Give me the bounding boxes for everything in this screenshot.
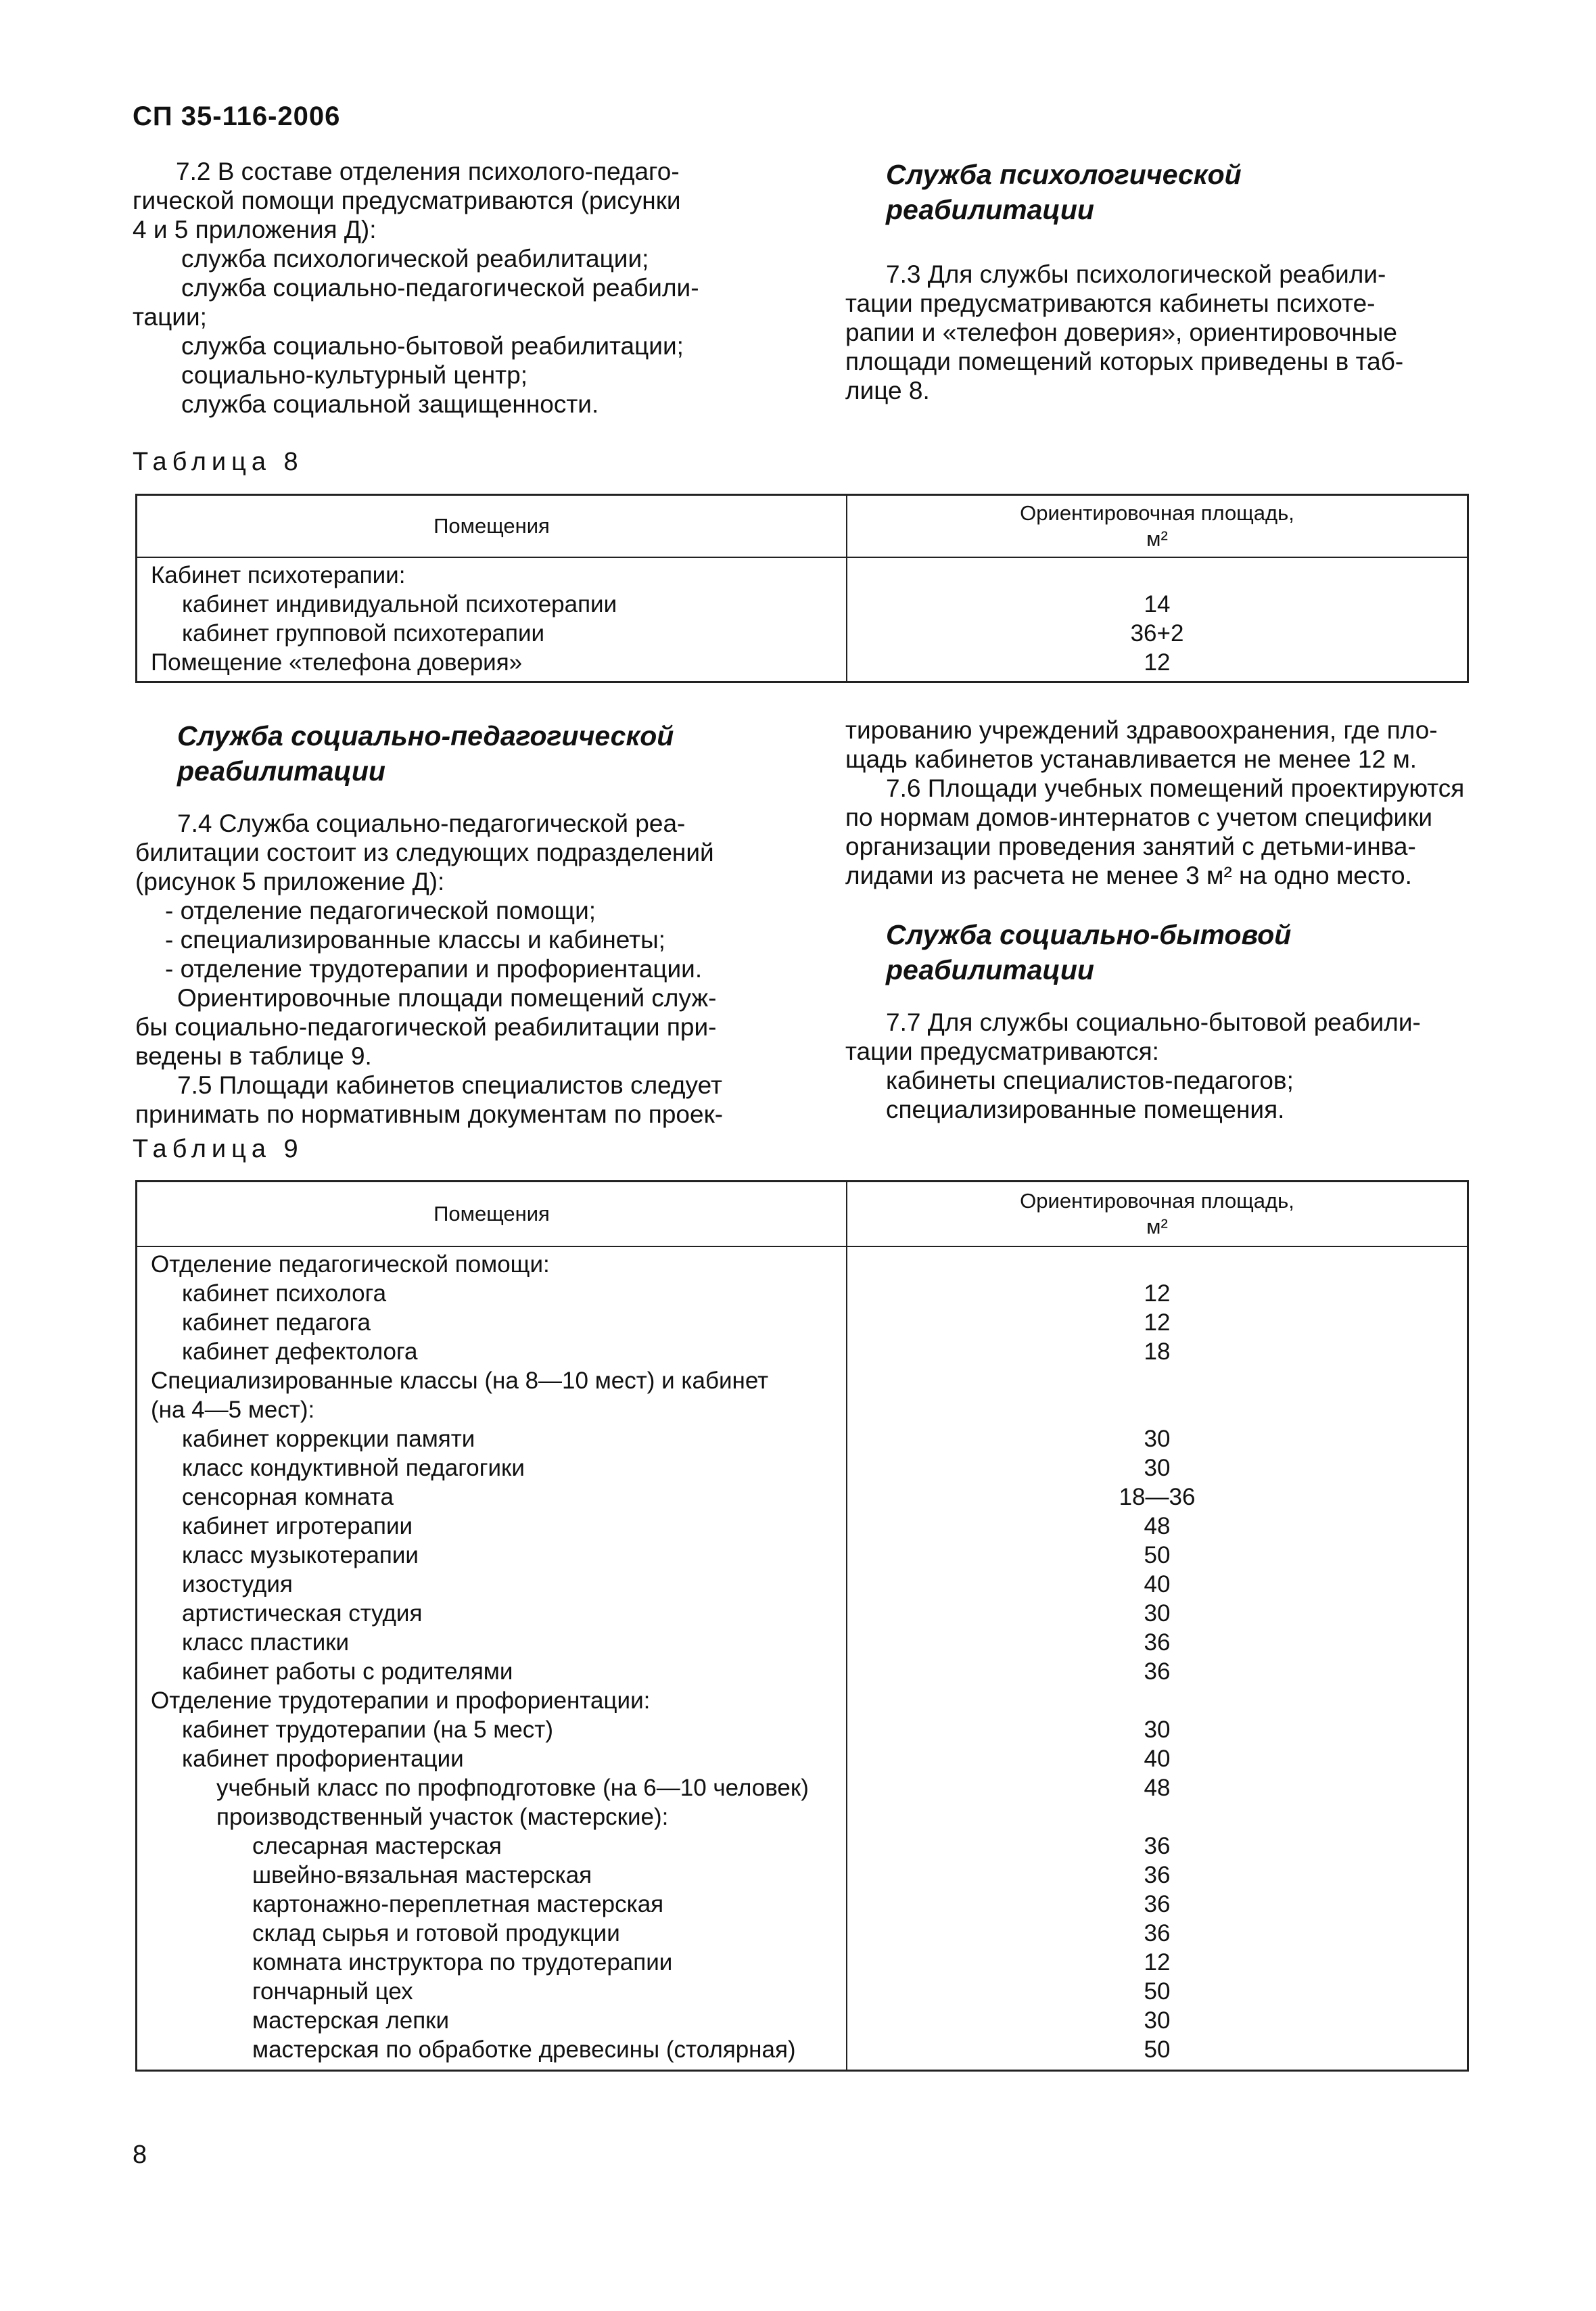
table-row-value: 30 bbox=[1144, 1716, 1171, 1743]
list-item: - отделение педагогической помощи; bbox=[165, 897, 596, 925]
table-row-label: кабинет профориентации bbox=[182, 1745, 464, 1772]
table-row-value: 36 bbox=[1144, 1832, 1171, 1859]
table-row-value: 30 bbox=[1144, 2007, 1171, 2034]
table-row-value: 48 bbox=[1144, 1774, 1171, 1801]
list-item: тации; bbox=[133, 303, 207, 331]
paragraph-line: тации предусматриваются кабинеты психоте- bbox=[845, 289, 1376, 317]
table-row-label: класс музыкотерапии bbox=[182, 1541, 419, 1568]
page-number: 8 bbox=[133, 2141, 147, 2169]
section-heading: реабилитации bbox=[886, 194, 1094, 225]
table-row-value: 18—36 bbox=[1119, 1483, 1196, 1510]
section-heading: Служба социально-педагогической bbox=[177, 720, 674, 751]
column-header bbox=[847, 495, 1468, 557]
table-row-label: кабинет работы с родителями bbox=[182, 1658, 513, 1685]
list-item: - отделение трудотерапии и профориентации. bbox=[165, 955, 703, 983]
list-item: специализированные помещения. bbox=[886, 1096, 1285, 1123]
table-row-label: класс пластики bbox=[182, 1629, 350, 1656]
table-row-label: кабинет коррекции памяти bbox=[182, 1425, 475, 1452]
list-item: социально-культурный центр; bbox=[181, 361, 527, 389]
paragraph-line: 7.4 Служба социально-педагогической реа- bbox=[177, 810, 686, 837]
table-row-label: кабинет педагога bbox=[182, 1309, 371, 1336]
section-7-4 bbox=[135, 718, 826, 1129]
table-row-value: 30 bbox=[1144, 1454, 1171, 1481]
table-row-value: 14 bbox=[1144, 590, 1171, 617]
paragraph-line: Ориентировочные площади помещений служ- bbox=[177, 984, 717, 1012]
column-header-line: Ориентировочная площадь, bbox=[1020, 500, 1294, 525]
paragraph-line: ведены в таблице 9. bbox=[135, 1042, 372, 1070]
table-row-value: 12 bbox=[1144, 649, 1171, 676]
table-row-label: артистическая студия bbox=[182, 1600, 423, 1627]
table-row-label: Помещение «телефона доверия» bbox=[151, 649, 523, 676]
paragraph-line: 7.6 Площади учебных помещений проектируются bbox=[886, 774, 1465, 802]
table-row-value: 40 bbox=[1144, 1570, 1171, 1597]
column-header: Помещения bbox=[137, 1182, 847, 1246]
table-row-label: кабинет групповой психотерапии bbox=[182, 620, 545, 647]
table-row-label: картонажно-переплетная мастерская bbox=[252, 1890, 664, 1917]
paragraph-line: билитации состоит из следующих подразделений bbox=[135, 839, 714, 866]
paragraph-line: организации проведения занятий с детьми-инва- bbox=[845, 833, 1416, 860]
column-header bbox=[847, 1182, 1468, 1246]
table-row-value bbox=[847, 1366, 1467, 1395]
table-row-label: кабинет индивидуальной психотерапии bbox=[182, 590, 617, 617]
section-heading: Служба социально-бытовой bbox=[886, 919, 1292, 950]
table-caption: Таблица 9 bbox=[133, 1135, 304, 1163]
column-header-unit: м² bbox=[1146, 526, 1168, 551]
paragraph-line: 7.5 Площади кабинетов специалистов следует bbox=[177, 1071, 722, 1099]
paragraph-line: по нормам домов-интернатов с учетом специфики bbox=[845, 803, 1433, 831]
table-row-value: 18 bbox=[1144, 1338, 1171, 1365]
table-row-label: кабинет игротерапии bbox=[182, 1512, 413, 1539]
table-row-value: 36+2 bbox=[1130, 620, 1184, 647]
paragraph-line: лидами из расчета не менее 3 м² на одно место. bbox=[845, 862, 1412, 889]
table-row-label: Специализированные классы (на 8—10 мест) и кабинет bbox=[151, 1367, 769, 1394]
section-7-3 bbox=[845, 157, 1495, 405]
paragraph-line: рапии и «телефон доверия», ориентировочные bbox=[845, 319, 1398, 346]
paragraph-line: тированию учреждений здравоохранения, где пло- bbox=[845, 716, 1438, 744]
table-row-label: кабинет психолога bbox=[182, 1280, 387, 1307]
table-row-label: Отделение трудотерапии и профориентации: bbox=[151, 1687, 651, 1714]
paragraph-line: тации предусматриваются: bbox=[845, 1037, 1159, 1065]
table-row-label: кабинет трудотерапии (на 5 мест) bbox=[182, 1716, 553, 1743]
table-row-value: 12 bbox=[1144, 1280, 1171, 1307]
table-row-value: 30 bbox=[1144, 1600, 1171, 1627]
table-row-value: 40 bbox=[1144, 1745, 1171, 1772]
table-row-label: слесарная мастерская bbox=[252, 1832, 502, 1859]
list-item: служба психологической реабилитации; bbox=[181, 245, 649, 273]
table-row-value: 50 bbox=[1144, 2036, 1171, 2063]
paragraph-line: (рисунок 5 приложение Д): bbox=[135, 868, 445, 895]
paragraph-line: принимать по нормативным документам по проек- bbox=[135, 1100, 724, 1128]
paragraph-line: бы социально-педагогической реабилитации при- bbox=[135, 1013, 717, 1041]
table-row-label: комната инструктора по трудотерапии bbox=[252, 1948, 673, 1976]
paragraph-line: 7.2 В составе отделения психолого-педаго- bbox=[176, 158, 680, 185]
table-row-value: 36 bbox=[1144, 1629, 1171, 1656]
table-row-value bbox=[847, 1802, 1467, 1831]
list-item: служба социально-бытовой реабилитации; bbox=[181, 332, 684, 360]
table-row-label: изостудия bbox=[182, 1570, 293, 1597]
document-code: СП 35-116-2006 bbox=[133, 101, 341, 131]
table-row-label: производственный участок (мастерские): bbox=[216, 1803, 669, 1830]
column-header-unit: м² bbox=[1146, 1214, 1168, 1238]
paragraph-line: щадь кабинетов устанавливается не менее 12 м. bbox=[845, 745, 1417, 773]
column-header: Помещения bbox=[137, 495, 847, 557]
table-row-value: 12 bbox=[1144, 1309, 1171, 1336]
paragraph-line: лице 8. bbox=[845, 377, 930, 404]
table-row-value: 36 bbox=[1144, 1658, 1171, 1685]
table-row-label: гончарный цех bbox=[252, 1978, 413, 2005]
table-row-label: кабинет дефектолога bbox=[182, 1338, 418, 1365]
paragraph-line: 4 и 5 приложения Д): bbox=[133, 216, 377, 243]
table-row-value bbox=[847, 1686, 1467, 1715]
table-row-value: 36 bbox=[1144, 1861, 1171, 1888]
paragraph-line: 7.3 Для службы психологической реабили- bbox=[886, 260, 1386, 288]
table-row-label: (на 4—5 мест): bbox=[151, 1396, 315, 1423]
table-row-label: Кабинет психотерапии: bbox=[151, 561, 406, 588]
paragraph-line: 7.7 Для службы социально-бытовой реабили- bbox=[886, 1008, 1421, 1036]
table-row-value: 12 bbox=[1144, 1948, 1171, 1976]
section-heading: реабилитации bbox=[886, 954, 1094, 985]
table-row-label: мастерская лепки bbox=[252, 2007, 450, 2034]
column-header-line: Ориентировочная площадь, bbox=[1020, 1188, 1294, 1213]
table-row-value: 50 bbox=[1144, 1978, 1171, 2005]
table-row-value: 30 bbox=[1144, 1425, 1171, 1452]
section-7-2 bbox=[133, 157, 825, 419]
section-heading: реабилитации bbox=[177, 755, 385, 787]
list-item: - специализированные классы и кабинеты; bbox=[165, 926, 665, 954]
table-row-value: 48 bbox=[1144, 1512, 1171, 1539]
table-9 bbox=[135, 1180, 1469, 2072]
table-8 bbox=[135, 494, 1469, 683]
table-row-label: мастерская по обработке древесины (столярная) bbox=[252, 2036, 796, 2063]
section-7-6-7-7 bbox=[845, 716, 1495, 1124]
list-item: служба социальной защищенности. bbox=[181, 390, 599, 418]
table-row-value bbox=[847, 561, 1467, 590]
table-row-label: Отделение педагогической помощи: bbox=[151, 1251, 550, 1278]
table-row-label: склад сырья и готовой продукции bbox=[252, 1919, 620, 1946]
list-item: кабинеты специалистов-педагогов; bbox=[886, 1067, 1294, 1094]
table-caption: Таблица 8 bbox=[133, 448, 304, 476]
paragraph-line: гической помощи предусматриваются (рисунки bbox=[133, 187, 681, 214]
section-heading: Служба психологической bbox=[886, 159, 1242, 190]
table-row-label: класс кондуктивной педагогики bbox=[182, 1454, 525, 1481]
table-row-value: 36 bbox=[1144, 1919, 1171, 1946]
paragraph-line: площади помещений которых приведены в таб- bbox=[845, 348, 1404, 375]
table-row-value: 36 bbox=[1144, 1890, 1171, 1917]
table-row-value bbox=[847, 1250, 1467, 1279]
table-row-value bbox=[847, 1395, 1467, 1424]
table-row-label: швейно-вязальная мастерская bbox=[252, 1861, 592, 1888]
table-row-label: сенсорная комната bbox=[182, 1483, 394, 1510]
list-item: служба социально-педагогической реабили- bbox=[181, 274, 699, 302]
table-row-value: 50 bbox=[1144, 1541, 1171, 1568]
table-row-label: учебный класс по профподготовке (на 6—10 человек) bbox=[216, 1774, 809, 1801]
